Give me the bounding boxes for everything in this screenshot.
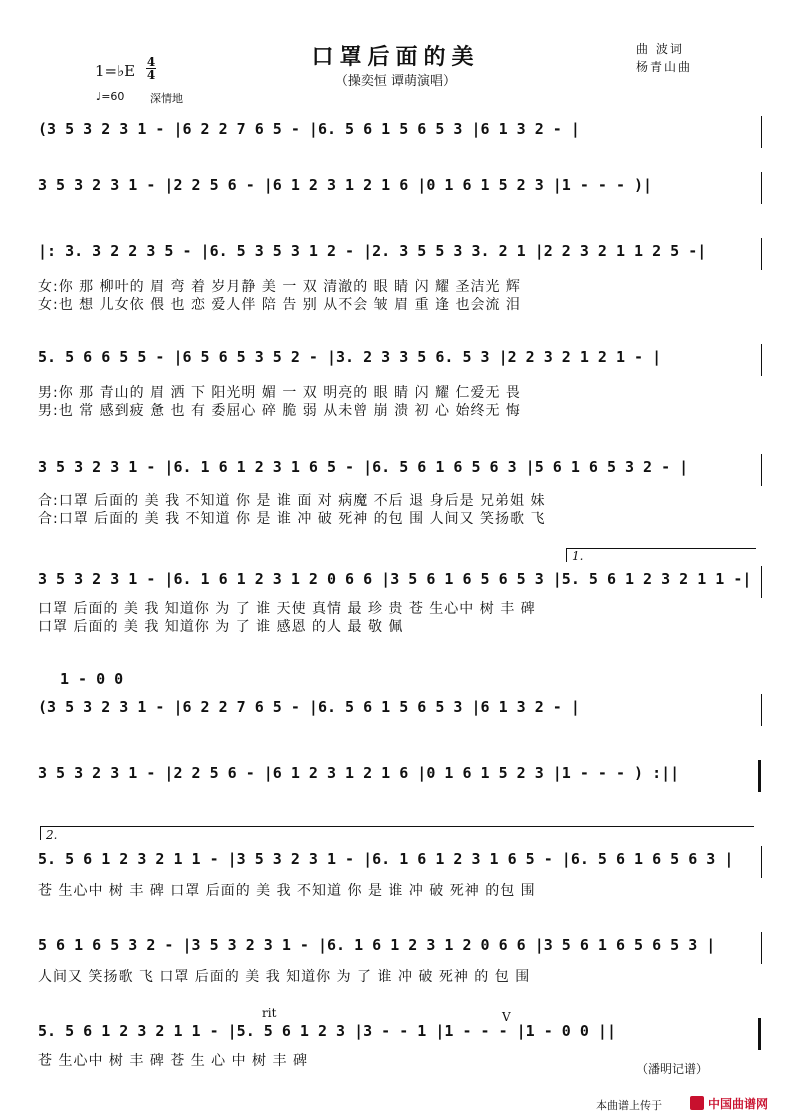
lyric-line-chorus-b: 合:口罩 后面的 美 我 不知道 你 是 谁 冲 破 死神 的包 围 人间又 笑扬歌 飞 [38, 511, 546, 527]
notation-line: 3 5 3 2 3 1 - |2 2 5 6 - |6 1 2 3 1 2 1 6 |0 1 6 1 5 2 3 |1 - - - )| [38, 176, 653, 194]
lyric-line-chorus-a: 合:口罩 后面的 美 我 不知道 你 是 谁 面 对 病魔 不后 退 身后是 兄弟姐 妹 [38, 493, 546, 509]
score-system-8 [38, 690, 763, 730]
notation-line: 5. 5 6 1 2 3 2 1 1 - |5. 5 6 1 2 3 |3 - - 1 |1 - - - |1 - 0 0 || [38, 1022, 616, 1040]
notation-line: 5. 5 6 1 2 3 2 1 1 - |3 5 3 2 3 1 - |6. 1 6 1 2 3 1 6 5 - |6. 5 6 1 6 5 6 3 | [38, 850, 734, 868]
notation-line: |: 3. 3 2 2 3 5 - |6. 5 3 5 3 1 2 - |2. 3 5 5 3 3. 2 1 |2 2 3 2 1 1 2 5 -| [38, 242, 707, 260]
ending-2-bracket-start [40, 826, 41, 840]
barline [761, 116, 762, 148]
score-system-6 [38, 562, 763, 602]
score-system-9 [38, 756, 763, 796]
final-barline [758, 1018, 761, 1050]
notation-line: (3 5 3 2 3 1 - |6 2 2 7 6 5 - |6. 5 6 1 5 6 5 3 |6 1 3 2 - | [38, 698, 580, 716]
logo-icon [690, 1096, 704, 1110]
score-system-1 [38, 112, 763, 152]
lyric-line-male-v2: 男:也 常 感到疲 惫 也 有 委屈心 碎 脆 弱 从未曾 崩 溃 初 心 始终无 悔 [38, 403, 521, 419]
lyric-line-female-v2: 女:也 想 儿女依 偎 也 恋 爱人伴 陪 告 别 从不会 皱 眉 重 逢 也会流 泪 [38, 297, 521, 313]
lyric-line-ending2-3: 苍 生心中 树 丰 碑 苍 生 心 中 树 丰 碑 [38, 1053, 308, 1069]
key-signature: 1=♭E [95, 62, 136, 80]
tempo-marking: ♩=60 [96, 90, 125, 103]
ending-1-label: 1. [572, 549, 584, 563]
transcriber-credit: （潘明记谱） [636, 1062, 709, 1076]
meter-bottom: 4 [146, 68, 156, 82]
ending-1-bracket-start [566, 548, 567, 562]
ending-2-bracket-line [40, 826, 754, 827]
lyric-line-male-v1: 男:你 那 青山的 眉 洒 下 阳光明 媚 一 双 明亮的 眼 睛 闪 耀 仁爱无 畏 [38, 385, 521, 401]
breath-mark: V [502, 1010, 511, 1024]
notation-line: 5. 5 6 6 5 5 - |6 5 6 5 3 5 2 - |3. 2 3 3 5 6. 5 3 |2 2 3 2 1 2 1 - | [38, 348, 662, 366]
score-system-11 [38, 928, 763, 968]
barline [761, 694, 762, 726]
notation-line: 3 5 3 2 3 1 - |2 2 5 6 - |6 1 2 3 1 2 1 6 |0 1 6 1 5 2 3 |1 - - - ) :|| [38, 764, 680, 782]
upload-note: 本曲谱上传于 [596, 1099, 662, 1112]
lyric-line-chorus2-a: 口罩 后面的 美 我 知道你 为 了 谁 天使 真情 最 珍 贵 苍 生心中 树 丰 碑 [38, 601, 536, 617]
score-system-10 [38, 842, 763, 882]
lyric-line-ending2-2: 人间又 笑扬歌 飞 口罩 后面的 美 我 知道你 为 了 谁 冲 破 死神 的 包 围 [38, 969, 531, 985]
ending-2-label: 2. [46, 828, 58, 842]
notation-line: 5 6 1 6 5 3 2 - |3 5 3 2 3 1 - |6. 1 6 1 2 3 1 2 0 6 6 |3 5 6 1 6 5 6 5 3 | [38, 936, 716, 954]
barline [761, 846, 762, 878]
notation-line: (3 5 3 2 3 1 - |6 2 2 7 6 5 - |6. 5 6 1 5 6 5 3 |6 1 3 2 - | [38, 120, 580, 138]
time-signature [146, 56, 156, 81]
lyricist-credit: 曲 波词 [636, 42, 684, 56]
notation-line: 1 - 0 0 [60, 670, 124, 688]
site-logo[interactable] [690, 1094, 786, 1112]
score-system-2 [38, 168, 763, 208]
barline [761, 566, 762, 598]
final-repeat-barline [758, 760, 761, 792]
notation-line: 3 5 3 2 3 1 - |6. 1 6 1 2 3 1 2 0 6 6 |3 5 6 1 6 5 6 5 3 |5. 5 6 1 2 3 2 1 1 -| [38, 570, 752, 588]
barline [761, 454, 762, 486]
score-system-5 [38, 450, 763, 490]
barline [761, 238, 762, 270]
ending-1-bracket-line [566, 548, 756, 549]
barline [761, 344, 762, 376]
barline [761, 932, 762, 964]
site-name: 中国曲谱网 [708, 1097, 769, 1111]
expression-marking: 深情地 [150, 92, 183, 105]
rit-marking: rit [262, 1006, 277, 1020]
meter-top: 4 [146, 55, 156, 69]
lyric-line-ending2-1: 苍 生心中 树 丰 碑 口罩 后面的 美 我 不知道 你 是 谁 冲 破 死神 的包 围 [38, 883, 536, 899]
score-system-12 [38, 1014, 763, 1054]
lyric-line-chorus2-b: 口罩 后面的 美 我 知道你 为 了 谁 感恩 的人 最 敬 佩 [38, 619, 404, 635]
barline [761, 172, 762, 204]
composer-credit: 杨青山曲 [636, 60, 693, 74]
score-system-3 [38, 234, 763, 274]
lyric-line-female-v1: 女:你 那 柳叶的 眉 弯 着 岁月静 美 一 双 清澈的 眼 睛 闪 耀 圣洁光 辉 [38, 279, 521, 295]
score-system-4 [38, 340, 763, 380]
notation-line: 3 5 3 2 3 1 - |6. 1 6 1 2 3 1 6 5 - |6. 5 6 1 6 5 6 3 |5 6 1 6 5 3 2 - | [38, 458, 689, 476]
song-title: 口罩后面的美 [311, 45, 480, 70]
song-subtitle: （操奕恒 谭萌演唱） [334, 74, 457, 89]
